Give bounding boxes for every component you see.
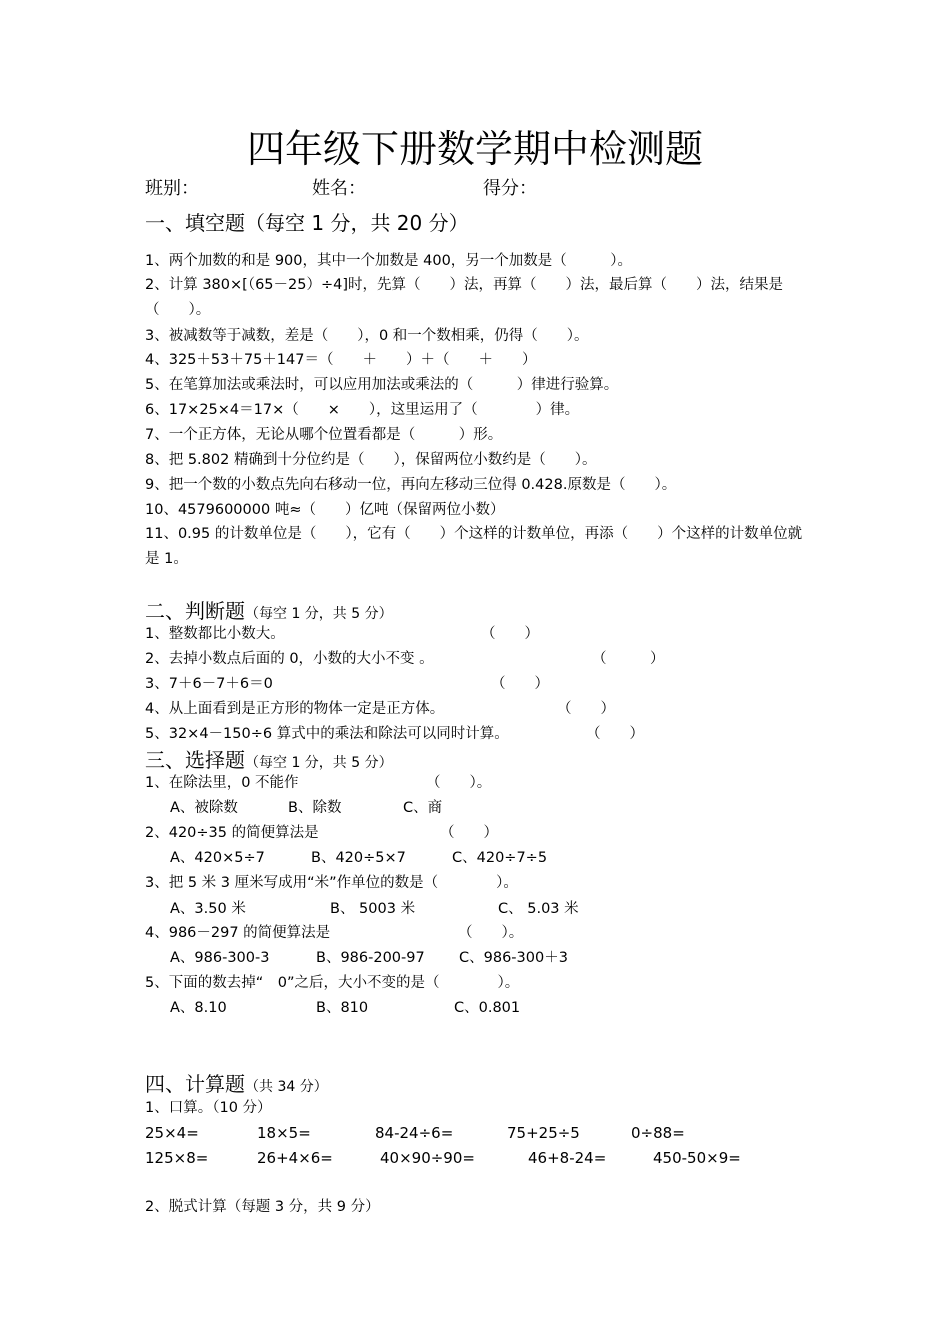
- choice-option-c[interactable]: C、986-300＋3: [459, 950, 568, 966]
- calc-item: 0÷88=: [631, 1124, 685, 1142]
- choice-answer-blank-1[interactable]: （ ）。: [426, 775, 492, 791]
- section-title: 四、计算题: [145, 1072, 245, 1096]
- choice-question-2: 2、420÷35 的简便算法是: [145, 825, 319, 841]
- judge-answer-blank-1[interactable]: （ ）: [481, 626, 539, 642]
- calc-item: 18×5=: [257, 1124, 311, 1142]
- fill-question-4: 4、325＋53＋75＋147＝（ ＋ ）＋（ ＋ ）: [145, 352, 537, 368]
- fill-question-2: 2、计算 380×[（65－25）÷4]时，先算（ ）法，再算（ ）法，最后算（ ）法，结果是（ ）。: [145, 277, 783, 318]
- choice-answer-blank-2[interactable]: （ ）: [440, 825, 498, 841]
- step-calc-label: 2、脱式计算（每题 3 分，共 9 分）: [145, 1199, 380, 1215]
- fill-question-1: 1、两个加数的和是 900，其中一个加数是 400，另一个加数是（ ）。: [145, 253, 633, 269]
- choice-option-a[interactable]: A、被除数: [170, 800, 238, 816]
- section-note: （每空 1 分，共 5 分）: [245, 606, 393, 622]
- judge-question-3: 3、7＋6－7＋6＝0: [145, 676, 273, 692]
- section-multiple-choice-heading: [145, 747, 393, 776]
- choice-option-c[interactable]: C、商: [403, 800, 443, 816]
- judge-question-4: 4、从上面看到是正方形的物体一定是正方体。: [145, 701, 445, 717]
- choice-option-c[interactable]: C、420÷7÷5: [452, 850, 548, 866]
- section-fill-blank-heading: [145, 210, 469, 236]
- class-label: 班别：: [145, 178, 199, 199]
- section-title: 三、选择题: [145, 748, 245, 772]
- choice-option-b[interactable]: B、986-200-97: [316, 950, 425, 966]
- score-label: 得分：: [483, 178, 537, 199]
- fill-question-10: 10、4579600000 吨≈（ ）亿吨（保留两位小数）: [145, 502, 505, 518]
- section-true-false-heading: [145, 598, 393, 627]
- choice-question-3: 3、把 5 米 3 厘米写成用“米”作单位的数是（ ）。: [145, 875, 518, 891]
- choice-option-c[interactable]: C、 5.03 米: [498, 901, 579, 917]
- judge-question-5: 5、32×4－150÷6 算式中的乘法和除法可以同时计算。: [145, 726, 509, 742]
- calc-item: 26+4×6=: [257, 1149, 333, 1167]
- fill-question-6: 6、17×25×4＝17×（ × ），这里运用了（ ）律。: [145, 402, 580, 418]
- calc-item: 125×8=: [145, 1149, 209, 1167]
- judge-answer-blank-4[interactable]: （ ）: [557, 701, 615, 717]
- fill-question-5: 5、在笔算加法或乘法时，可以应用加法或乘法的（ ）律进行验算。: [145, 377, 619, 393]
- choice-question-5: 5、下面的数去掉“ 0”之后，大小不变的是（ ）。: [145, 975, 520, 991]
- choice-question-1: 1、在除法里，0 不能作: [145, 775, 299, 791]
- calc-item: 46+8-24=: [528, 1149, 607, 1167]
- section-note: （每空 1 分，共 20 分）: [245, 211, 469, 235]
- section-note: （每空 1 分，共 5 分）: [245, 755, 393, 771]
- calc-item: 40×90÷90=: [380, 1149, 475, 1167]
- calc-item: 84-24÷6=: [375, 1124, 454, 1142]
- choice-option-c[interactable]: C、0.801: [454, 1000, 521, 1016]
- choice-option-b[interactable]: B、420÷5×7: [311, 850, 406, 866]
- choice-option-b[interactable]: B、810: [316, 1000, 369, 1016]
- choice-option-a[interactable]: A、8.10: [170, 1000, 227, 1016]
- judge-answer-blank-5[interactable]: （ ）: [586, 726, 644, 742]
- section-title: 二、判断题: [145, 599, 245, 623]
- fill-question-9: 9、把一个数的小数点先向右移动一位，再向左移动三位得 0.428.原数是（ ）。: [145, 477, 677, 493]
- choice-option-b[interactable]: B、除数: [288, 800, 342, 816]
- choice-option-a[interactable]: A、420×5÷7: [170, 850, 265, 866]
- judge-question-2: 2、去掉小数点后面的 0，小数的大小不变 。: [145, 651, 434, 667]
- calc-item: 25×4=: [145, 1124, 199, 1142]
- choice-option-b[interactable]: B、 5003 米: [330, 901, 416, 917]
- oral-calc-label: 1、口算。（10 分）: [145, 1100, 272, 1116]
- judge-answer-blank-3[interactable]: （ ）: [491, 676, 549, 692]
- section-title: 一、填空题: [145, 211, 245, 235]
- choice-answer-blank-4[interactable]: （ ）。: [458, 925, 524, 941]
- section-calculation-heading: [145, 1071, 328, 1100]
- fill-question-3: 3、被减数等于减数，差是（ ），0 和一个数相乘，仍得（ ）。: [145, 328, 589, 344]
- choice-option-a[interactable]: A、3.50 米: [170, 901, 246, 917]
- choice-option-a[interactable]: A、986-300-3: [170, 950, 270, 966]
- fill-question-11: 11、0.95 的计数单位是（ ），它有（ ）个这样的计数单位，再添（ ）个这样的计数单位就是 1。: [145, 526, 803, 567]
- calc-item: 75+25÷5: [507, 1124, 580, 1142]
- fill-question-7: 7、一个正方体，无论从哪个位置看都是（ ）形。: [145, 427, 503, 443]
- choice-question-4: 4、986－297 的简便算法是: [145, 925, 331, 941]
- judge-question-1: 1、整数都比小数大。: [145, 626, 285, 642]
- calc-item: 450-50×9=: [653, 1149, 741, 1167]
- page-title: 四年级下册数学期中检测题: [246, 127, 703, 171]
- judge-answer-blank-2[interactable]: （ ）: [592, 651, 665, 667]
- name-label: 姓名：: [312, 178, 366, 199]
- section-note: （共 34 分）: [245, 1079, 328, 1095]
- fill-question-8: 8、把 5.802 精确到十分位约是（ ），保留两位小数约是（ ）。: [145, 452, 597, 468]
